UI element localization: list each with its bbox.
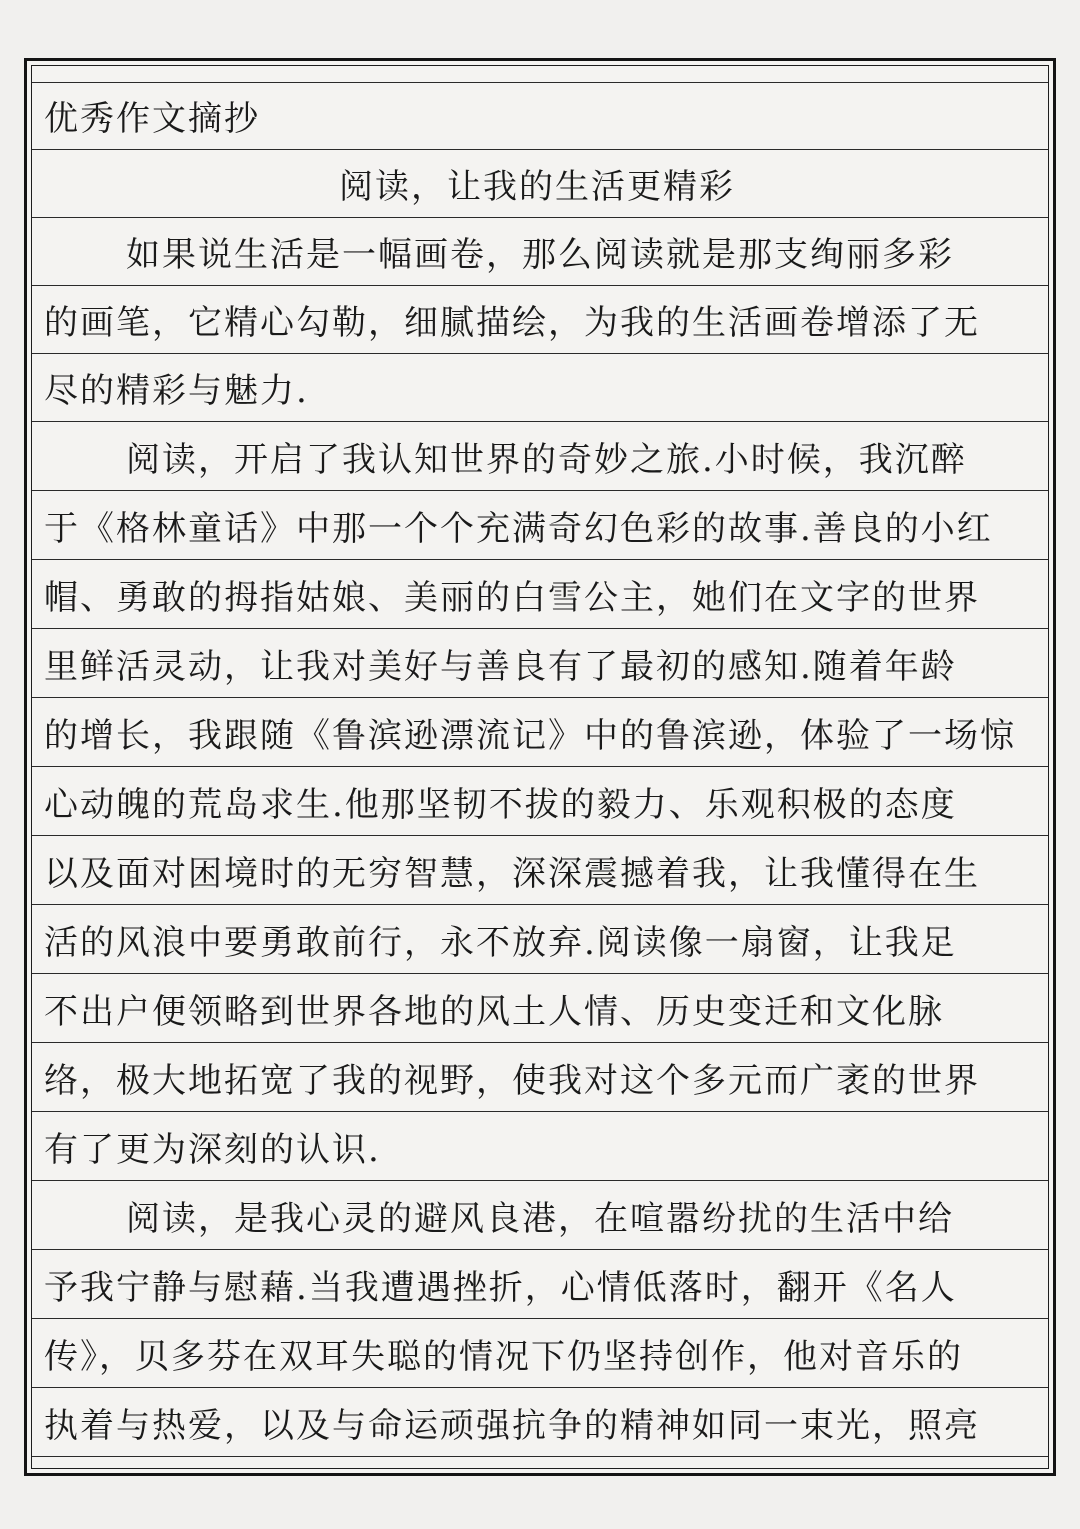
text-line: 阅读，开启了我认知世界的奇妙之旅.小时候，我沉醉: [32, 425, 1048, 491]
text-line: 执着与热爱，以及与命运顽强抗争的精神如同一束光，照亮: [32, 1391, 1048, 1457]
text-line: 的画笔，它精心勾勒，细腻描绘，为我的生活画卷增添了无: [32, 288, 1048, 354]
text-line: 如果说生活是一幅画卷，那么阅读就是那支绚丽多彩: [32, 220, 1048, 286]
text-line: 络，极大地拓宽了我的视野，使我对这个多元而广袤的世界: [32, 1046, 1048, 1112]
text-line: 心动魄的荒岛求生.他那坚韧不拔的毅力、乐观积极的态度: [32, 770, 1048, 836]
text-line: 于《格林童话》中那一个个充满奇幻色彩的故事.善良的小红: [32, 494, 1048, 560]
paper-inner-border: [31, 65, 1049, 1469]
top-rule: [32, 66, 1048, 83]
text-line: 活的风浪中要勇敢前行，永不放弃.阅读像一扇窗，让我足: [32, 908, 1048, 974]
text-line: 的增长，我跟随《鲁滨逊漂流记》中的鲁滨逊，体验了一场惊: [32, 701, 1048, 767]
text-line: 里鲜活灵动，让我对美好与善良有了最初的感知.随着年龄: [32, 632, 1048, 698]
essay-title: 阅读，让我的生活更精彩: [32, 152, 1048, 218]
essay-header: 优秀作文摘抄: [32, 84, 1048, 150]
text-line: 不出户便领略到世界各地的风土人情、历史变迁和文化脉: [32, 977, 1048, 1043]
lined-paper: [24, 58, 1056, 1476]
text-line: 传》，贝多芬在双耳失聪的情况下仍坚持创作，他对音乐的: [32, 1322, 1048, 1388]
text-line: 帽、勇敢的拇指姑娘、美丽的白雪公主，她们在文字的世界: [32, 563, 1048, 629]
text-line: 尽的精彩与魅力.: [32, 356, 1048, 422]
text-line: 有了更为深刻的认识.: [32, 1115, 1048, 1181]
text-line: 予我宁静与慰藉.当我遭遇挫折，心情低落时，翻开《名人: [32, 1253, 1048, 1319]
text-line: 以及面对困境时的无穷智慧，深深震撼着我，让我懂得在生: [32, 839, 1048, 905]
text-line: 阅读，是我心灵的避风良港，在喧嚣纷扰的生活中给: [32, 1184, 1048, 1250]
